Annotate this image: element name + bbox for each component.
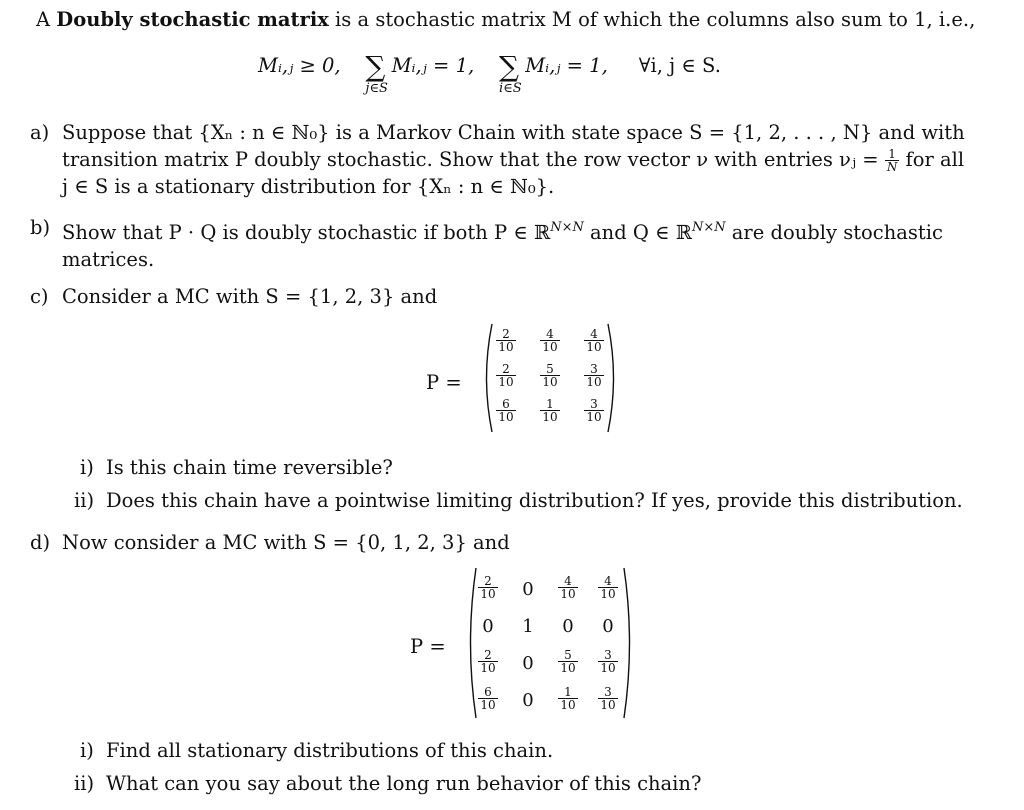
- fraction-numerator: 1: [540, 398, 559, 411]
- fraction-numerator: 2: [478, 649, 497, 662]
- fraction-denominator: 10: [600, 698, 616, 712]
- matrix-c-label: P =: [426, 371, 462, 394]
- forall-clause: ∀i, j ∈ S.: [638, 54, 721, 77]
- matrix-entry: [548, 647, 588, 674]
- question-a-line2: [62, 146, 992, 173]
- question-a-line3: j ∈ S is a stationary distribution for {Xₙ : n ∈ ℕ₀}.: [62, 175, 555, 198]
- question-a-line2-end: for all: [899, 148, 965, 171]
- matrix-entry: [588, 647, 628, 674]
- question-b-label: b): [30, 216, 51, 239]
- matrix-d-label: P =: [410, 635, 446, 658]
- matrix-fraction: [540, 328, 559, 353]
- matrix-entry: [468, 684, 508, 711]
- fraction-denominator: 10: [498, 410, 514, 424]
- fraction-denominator: 10: [480, 587, 496, 601]
- matrix-entry: [548, 573, 588, 600]
- question-c-ii: Does this chain have a pointwise limiting distribution? If yes, provide this distribution.: [106, 489, 963, 512]
- fraction-denominator: 10: [542, 375, 558, 389]
- question-d-ii-label: ii): [74, 772, 95, 795]
- matrix-fraction: [540, 398, 559, 423]
- matrix-fraction: [558, 649, 577, 674]
- row-sum-body: Mᵢ,ⱼ = 1,: [391, 54, 475, 77]
- matrix-fraction: [584, 328, 603, 353]
- matrix-fraction: [598, 649, 617, 674]
- question-d-ii: What can you say about the long run behavior of this chain?: [106, 772, 702, 795]
- matrix-fraction: [496, 398, 515, 423]
- matrix-entry: [508, 610, 548, 643]
- matrix-entry-value: 0: [522, 653, 534, 674]
- question-a-label: a): [30, 121, 50, 144]
- matrix-entry-value: 0: [602, 616, 614, 637]
- matrix-entry: [574, 361, 614, 388]
- matrix-fraction: [598, 575, 617, 600]
- matrix-entry: [530, 361, 570, 388]
- matrix-entry: [508, 647, 548, 680]
- matrix-entry: [574, 326, 614, 353]
- matrix-entry-value: 0: [482, 616, 494, 637]
- question-c-text: Consider a MC with S = {1, 2, 3} and: [62, 285, 438, 308]
- fraction-denominator: 10: [542, 340, 558, 354]
- matrix-c: [480, 322, 620, 434]
- fraction-denominator: 10: [560, 587, 576, 601]
- question-b-part2: and Q ∈ ℝ: [583, 221, 692, 244]
- question-d-label: d): [30, 531, 51, 554]
- matrix-entry-value: 1: [522, 616, 534, 637]
- nonneg-condition: Mᵢ,ⱼ ≥ 0,: [258, 54, 341, 77]
- dimension-superscript: N×N: [550, 220, 584, 235]
- fraction-numerator: 3: [598, 686, 617, 699]
- intro-paragraph: [36, 6, 1006, 33]
- fraction-numerator: 5: [540, 363, 559, 376]
- intro-lead: A: [36, 8, 57, 31]
- fraction-denominator: 10: [586, 410, 602, 424]
- matrix-fraction: [496, 363, 515, 388]
- matrix-entry: [468, 573, 508, 600]
- one-over-n-fraction: [885, 148, 900, 173]
- matrix-entry: [508, 684, 548, 717]
- matrix-entry: [588, 573, 628, 600]
- fraction-numerator: 4: [584, 328, 603, 341]
- question-d-i-label: i): [80, 739, 94, 762]
- matrix-fraction: [584, 363, 603, 388]
- fraction-denominator: 10: [498, 340, 514, 354]
- fraction-denominator: 10: [600, 587, 616, 601]
- dimension-superscript: N×N: [691, 220, 726, 235]
- matrix-entry: [468, 610, 508, 643]
- row-sum-index: j∈S: [365, 81, 388, 96]
- matrix-fraction: [598, 686, 617, 711]
- fraction-numerator: 6: [496, 398, 515, 411]
- question-b-part1: Show that P · Q is doubly stochastic if both P ∈ ℝ: [62, 221, 551, 244]
- matrix-entry: [588, 610, 628, 643]
- matrix-entry: [548, 684, 588, 711]
- row-sum: [365, 50, 388, 96]
- fraction-numerator: 1: [885, 148, 900, 161]
- question-a-line1: Suppose that {Xₙ : n ∈ ℕ₀} is a Markov Chain with state space S = {1, 2, . . . , N} and with: [62, 121, 965, 144]
- matrix-d: [464, 566, 636, 720]
- question-c-i-label: i): [80, 456, 94, 479]
- intro-tail: is a stochastic matrix M of which the columns also sum to 1, i.e.,: [328, 8, 976, 31]
- matrix-fraction: [496, 328, 515, 353]
- fraction-denominator: 10: [480, 698, 496, 712]
- matrix-fraction: [558, 575, 577, 600]
- question-d-i: Find all stationary distributions of this chain.: [106, 739, 554, 762]
- fraction-denominator: 10: [586, 340, 602, 354]
- fraction-denominator: 10: [480, 661, 496, 675]
- fraction-numerator: 3: [584, 363, 603, 376]
- fraction-numerator: 2: [496, 363, 515, 376]
- matrix-entry: [486, 396, 526, 423]
- matrix-entry-value: 0: [522, 690, 534, 711]
- fraction-denominator: N: [886, 160, 898, 174]
- matrix-fraction: [478, 649, 497, 674]
- question-b: [62, 214, 992, 273]
- matrix-entry: [486, 326, 526, 353]
- matrix-fraction: [478, 575, 497, 600]
- matrix-fraction: [584, 398, 603, 423]
- matrix-fraction: [478, 686, 497, 711]
- fraction-numerator: 5: [558, 649, 577, 662]
- fraction-denominator: 10: [586, 375, 602, 389]
- question-c-i: Is this chain time reversible?: [106, 456, 393, 479]
- fraction-denominator: 10: [560, 661, 576, 675]
- question-b-line1: [62, 214, 992, 246]
- matrix-entry-value: 0: [562, 616, 574, 637]
- definition-formula: [258, 50, 721, 96]
- fraction-denominator: 10: [498, 375, 514, 389]
- column-sum-body: Mᵢ,ⱼ = 1,: [525, 54, 608, 77]
- matrix-entry: [588, 684, 628, 711]
- column-sum: [498, 50, 522, 96]
- question-b-part3: are doubly stochastic: [725, 221, 943, 244]
- matrix-entry-value: 0: [522, 579, 534, 600]
- sum-symbol: ∑: [365, 50, 386, 83]
- fraction-numerator: 3: [598, 649, 617, 662]
- intro-bold-term: Doubly stochastic matrix: [56, 8, 329, 31]
- matrix-fraction: [558, 686, 577, 711]
- fraction-numerator: 4: [598, 575, 617, 588]
- fraction-numerator: 2: [478, 575, 497, 588]
- fraction-numerator: 2: [496, 328, 515, 341]
- fraction-numerator: 4: [558, 575, 577, 588]
- matrix-entry: [530, 326, 570, 353]
- fraction-numerator: 3: [584, 398, 603, 411]
- sum-symbol: ∑: [498, 50, 519, 83]
- matrix-entry: [574, 396, 614, 423]
- question-a: [62, 119, 992, 200]
- fraction-numerator: 6: [478, 686, 497, 699]
- matrix-entry: [468, 647, 508, 674]
- question-c-label: c): [30, 285, 49, 308]
- matrix-entry: [486, 361, 526, 388]
- question-a-line2-start: transition matrix P doubly stochastic. Show that the row vector ν with entries νⱼ =: [62, 148, 885, 171]
- matrix-entry: [508, 573, 548, 606]
- matrix-entry: [548, 610, 588, 643]
- question-c-ii-label: ii): [74, 489, 95, 512]
- question-d-text: Now consider a MC with S = {0, 1, 2, 3} and: [62, 531, 510, 554]
- column-sum-index: i∈S: [498, 81, 522, 96]
- fraction-numerator: 4: [540, 328, 559, 341]
- fraction-denominator: 10: [560, 698, 576, 712]
- question-b-line2: matrices.: [62, 248, 155, 271]
- fraction-numerator: 1: [558, 686, 577, 699]
- fraction-denominator: 10: [600, 661, 616, 675]
- matrix-entry: [530, 396, 570, 423]
- matrix-fraction: [540, 363, 559, 388]
- fraction-denominator: 10: [542, 410, 558, 424]
